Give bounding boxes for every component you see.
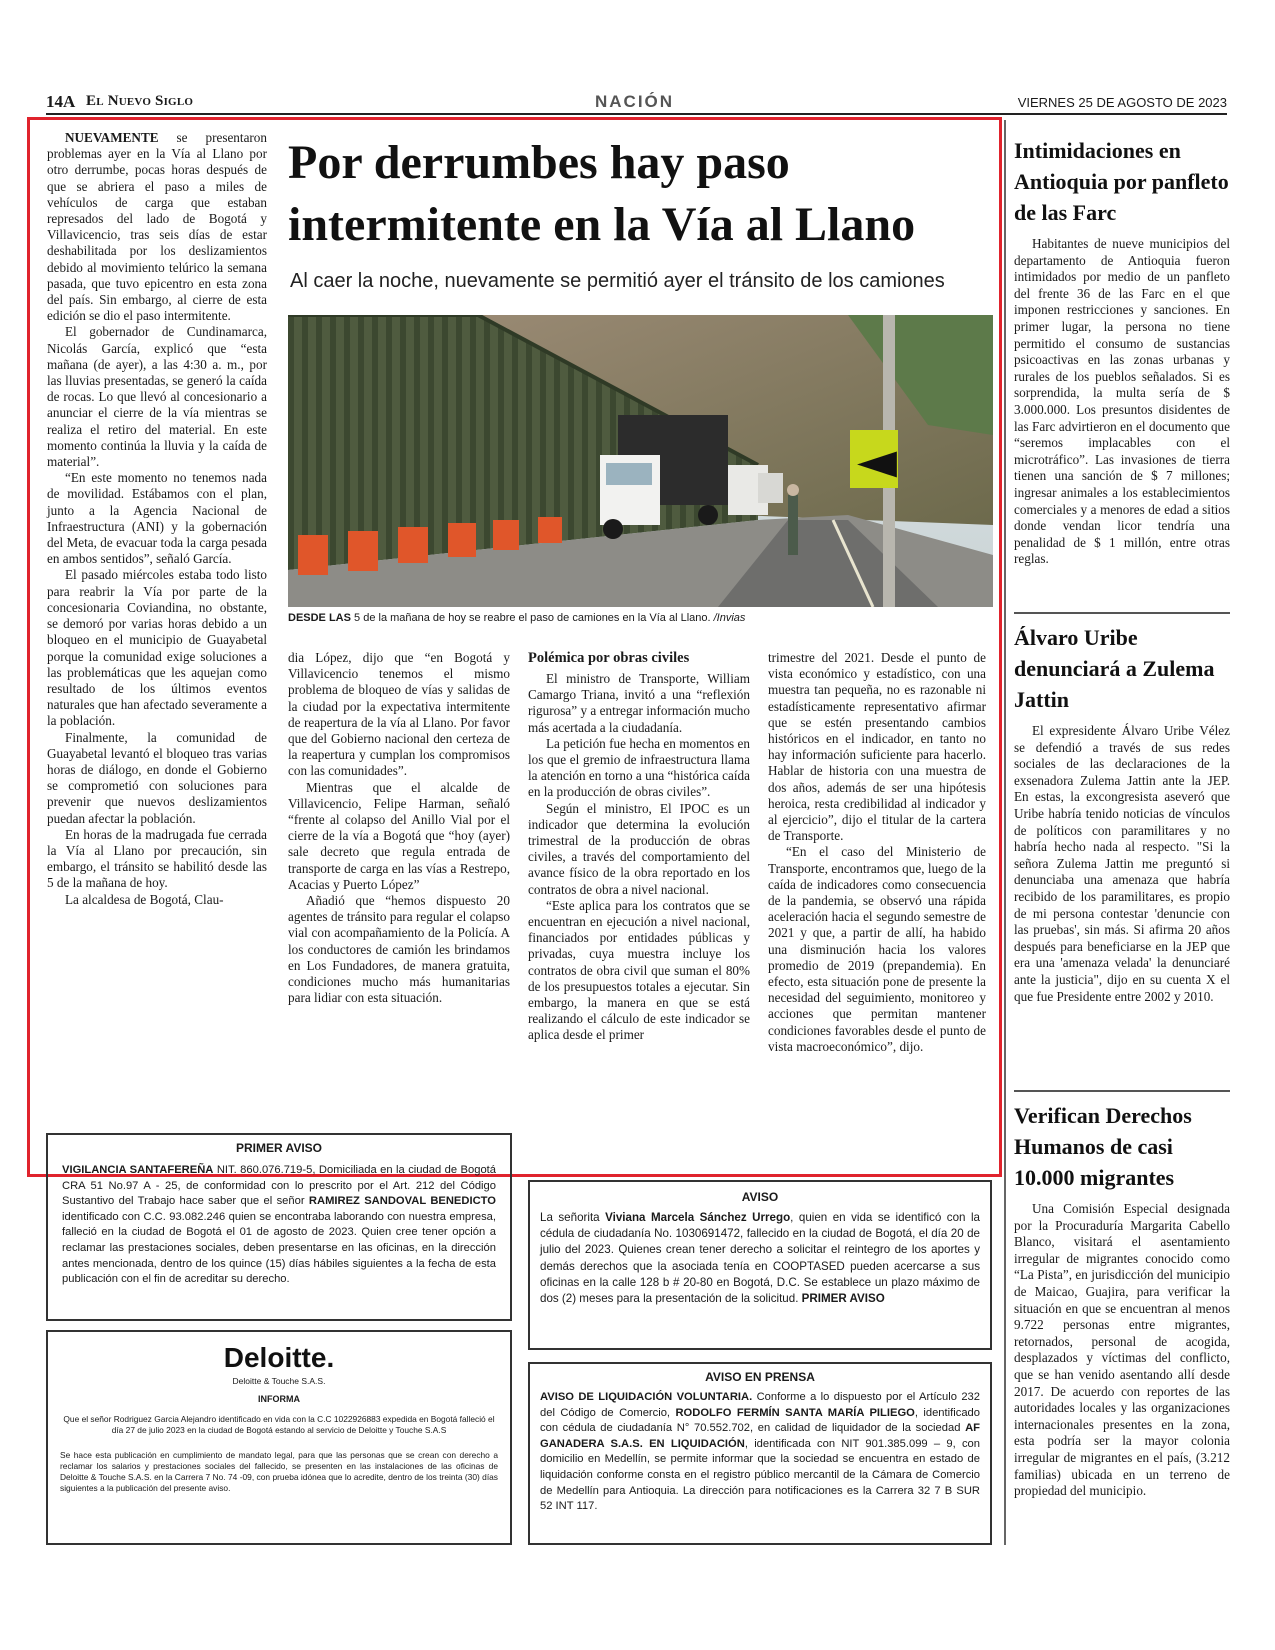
ad-company: AF GANADERA S.A.S. EN LIQUIDACIÓN xyxy=(540,1422,980,1450)
ad-name: RODOLFO FERMÍN SANTA MARÍA PILIEGO xyxy=(675,1406,915,1419)
ad-aviso xyxy=(528,1180,992,1350)
ad-deloitte xyxy=(46,1330,512,1545)
newspaper-name: El Nuevo Siglo xyxy=(86,93,194,109)
article-subtitle: Al caer la noche, nuevamente se permitió ayer el tránsito de los camiones xyxy=(290,270,945,292)
ad-text: Conforme a lo dispuesto por el Artículo 232 del Código de Comercio, xyxy=(540,1391,980,1419)
paragraph: trimestre del 2021. Desde el punto de vista económico y estadístico, con una muestra tan pequeña, no es razonable ni estadísticamente representativo afirmar que se estén presentando cambios históricos en el indicador, en tanto no hay información suficiente para hacerlo. Hablar de historia con una muestra de dos años, además de ser una hipótesis heroica, resta credibilidad al indicador y al ejercicio”, dijo el titular de la cartera de Transporte. xyxy=(768,650,986,844)
sidebar-separator xyxy=(1014,612,1230,614)
ad-name: Viviana Marcela Sánchez Urrego xyxy=(605,1211,791,1224)
sidebar-article-3 xyxy=(1014,1100,1230,1500)
sidebar-article-2 xyxy=(1014,622,1230,1005)
deloitte-informa: INFORMA xyxy=(258,1394,300,1404)
header-rule xyxy=(46,113,1227,115)
issue-date: VIERNES 25 DE AGOSTO DE 2023 xyxy=(1017,95,1227,110)
ad-text: Que el señor Rodriguez Garcia Alejandro identificado en vida con la C.C 1022926883 expedida en Bogotá falleció el día 27 de julio 2023 en la ciudad de Bogotá estando al servicio de Deloitte y Touche S.A.S xyxy=(63,1414,495,1435)
article-headline: Por derrumbes hay paso intermitente en la Vía al Llano xyxy=(288,136,916,251)
curve-sign-icon: ◄ xyxy=(857,431,897,491)
sidebar-paragraph: El expresidente Álvaro Uribe Vélez se defendió a través de sus redes sociales de las declaraciones de la exsenadora Zulema Jattin ante la JEP. En estas, la excongresista aseveró que Uribe habría tenido noticias de vínculos de políticos con paramilitares y no habría hecho nada al respecto. "Si la señora Zulema Jattin me preguntó si denunciaba una amenaza que habría recibido de los paramilitares, es propio de mi persona contestar 'denuncie con las pruebas', sin más. Si afirma 20 años después para beneficiarse en la JEP que era una 'amenaza velada' la denunciaré ante la justicia", dijo en su cuenta X el que fue Presidente entre 2002 y 2010. xyxy=(1014,723,1230,1004)
ad-heading: AVISO xyxy=(741,1190,779,1204)
caption-lead: DESDE LAS xyxy=(288,612,351,624)
paragraph: Añadió que “hemos dispuesto 20 agentes de tránsito para regular el colapso vial con acompañamiento de la Policía. A los conductores de camión les brindamos en Los Fundadores, de manera gratuita, condiciones mucho más humanitarias para lidiar con esta situación. xyxy=(288,893,510,1006)
ad-primer-aviso xyxy=(46,1133,512,1321)
paragraph: se presentaron problemas ayer en la Vía al Llano por otro derrumbe, pocas horas después de que se abriera el paso a miles de vehículos de carga que estaban represados del lado de Bogotá y Villavicencio, tras seis días de estar deshabilitada por los deslizamientos debido al movimiento telúrico la semana pasada, que tuvo epicentro en esta zona del país. Sin embargo, al cierre de esta edición se dio el paso intermitente. xyxy=(47,130,267,324)
ad-heading: PRIMER AVISO xyxy=(235,1141,322,1155)
paragraph: dia López, dijo que “en Bogotá y Villavicencio tenemos el mismo problema de bloqueo de vías y salidas de la ciudad por la expectativa intermitente de reapertura de la vía al Llano. Por favor que del Gobierno nacional den certeza de la reapertura y cumplan los compromisos con las comunidades”. xyxy=(288,650,510,779)
sidebar-headline: Álvaro Uribe denunciará a Zulema Jattin xyxy=(1014,625,1215,712)
ad-text: , quien en vida se identificó con la cédula de ciudadanía No. 1030691472, fallecido en la ciudad de Bogotá, el día 20 de julio del 2023. Quienes crean tener derecho a solicitar el reintegro de los aportes y demás derechos que la asociada tenía en COOPTASED pueden acercarse a sus oficinas en la calle 128 b # 20-80 en Bogotá, D.C. Se establece un plazo máximo de dos (2) meses para la presentación de la solicitud. xyxy=(540,1211,980,1306)
paragraph: El ministro de Transporte, William Camargo Triana, invitó a una “reflexión rigurosa” y a entregar información mucho más acertada a la ciudadanía. xyxy=(528,671,750,735)
deloitte-logo: Deloitte. xyxy=(223,1342,335,1373)
paragraph: “Este aplica para los contratos que se encuentran en ejecución a nivel nacional, financiados por entidades públicas y privadas, cuya muestra incluye los contratos de obra civil que suman el 80% de los presupuestos totales a ejecutar. Sin embargo, la manera en que se está realizando el cálculo de este indicador se aplica desde el primer xyxy=(528,897,750,1043)
ad-heading: AVISO EN PRENSA xyxy=(705,1370,815,1384)
ad-tail: PRIMER AVISO xyxy=(801,1292,885,1306)
section-title: NACIÓN xyxy=(595,92,675,111)
sidebar-headline: Verifican Derechos Humanos de casi 10.000 migrantes xyxy=(1014,1103,1192,1190)
sidebar-paragraph: Una Comisión Especial designada por la Procuraduría Margarita Cabello Blanco, visitará el asentamiento irregular de migrantes conocido como “La Pista”, en jurisdicción del municipio de Maicao, Guajira, para verificar la situación en que se encuentran al menos 9.722 personas entre migrantes, retornados, personal de acogida, desplazados y víctimas del conflicto, que se han venido asentando allí desde 2017. De acuerdo con reportes de las autoridades locales y las organizaciones internacionales presentes en la zona, esta podría ser la mayor colonia irregular de migrantes en el país, (3.212 familias) ubicada en un terreno de propiedad del municipio. xyxy=(1014,1201,1230,1499)
sidebar-paragraph: Habitantes de nueve municipios del departamento de Antioquia fueron intimidados por medio de un panfleto del frente 36 de las Farc en el que imponen restricciones y sanciones. En primer lugar, la persona no tiene permitido el consumo de sustancias psicoactivas en las zonas urbanas y rurales de los pueblos señalados. Si es sorprendida, la multa sería de $ 3.000.000. Los presuntos disidentes de las Farc advirtieron en el documento que “seremos implacables con el microtráfico”. Las invasiones de tierra tienen una sanción de $ 7 millones; ingresar animales a los establecimientos comerciales y a menores de edad a sitios donde vendan licor tendría una penalidad de $ 1 millón, entre otras reglas. xyxy=(1014,236,1230,567)
paragraph: Finalmente, la comunidad de Guayabetal levantó el bloqueo tras varias horas de diálogo, en donde el Gobierno se comprometió con soluciones para prevenir que nuevos deslizamientos puedan afectar la población. xyxy=(47,729,267,826)
ad-aviso-prensa xyxy=(528,1362,992,1545)
photo-credit: /Invias xyxy=(713,612,746,624)
ad-text: identificado con C.C. 93.082.246 quien se encontraba laborando con nuestra empresa, falleció en la ciudad de Bogotá el 01 de agosto de 2023. Quien cree tener opción a reclamar las prestaciones sociales, deben presentarse en las oficinas, en la dirección antes mencionada, dentro de los quince (15) días hábiles siguientes a la fecha de esta publicación con el fin de acreditar su derecho. xyxy=(62,1210,496,1286)
paragraph: La alcaldesa de Bogotá, Clau- xyxy=(65,891,224,907)
ad-name: RAMIREZ SANDOVAL BENEDICTO xyxy=(308,1195,496,1208)
page-number: 14A xyxy=(46,92,76,111)
ad-text: La señorita xyxy=(540,1211,606,1224)
deloitte-company: Deloitte & Touche S.A.S. xyxy=(232,1376,326,1386)
paragraph: “En este momento no tenemos nada de movilidad. Estábamos con el plan, junto a la Agencia Nacional de Infraestructura (ANI) y la gobernación del Meta, de evacuar toda la carga pesada en ambos sentidos”, señaló García. xyxy=(47,470,267,567)
paragraph: En horas de la madrugada fue cerrada la Vía al Llano por precaución, sin embargo, el tránsito se habilitó desde las 5 de la mañana de hoy. xyxy=(47,826,267,891)
paragraph: El pasado miércoles estaba todo listo para reabrir la Vía por parte de la concesionaria Coviandina, no obstante, se demoró por varias horas debido a un bloqueo en el municipio de Guayabetal porque la comunidad exige soluciones a las problemáticas que les aquejan como resultado de los últimos eventos naturales que han afectado severamente a la población. xyxy=(47,567,267,729)
section-subhead: Polémica por obras civiles xyxy=(528,650,690,666)
ad-company: VIGILANCIA SANTAFEREÑA xyxy=(62,1164,214,1176)
highlight-frame xyxy=(27,117,1002,1177)
sidebar-separator xyxy=(1014,1090,1230,1092)
column-divider xyxy=(1004,120,1006,1545)
ad-text: , identificado con cédula de ciudadanía N° 70.552.702, en calidad de liquidador de la sociedad xyxy=(540,1406,980,1435)
caption-text: 5 de la mañana de hoy se reabre el paso de camiones en la Vía al Llano. xyxy=(354,612,711,624)
sidebar-headline: Intimidaciones en Antioquia por panfleto de las Farc xyxy=(1014,138,1229,225)
lead-word: NUEVAMENTE xyxy=(65,130,159,145)
paragraph: Según el ministro, El IPOC es un indicador que determina la evolución trimestral de la producción de obras civiles, a través del comportamiento del avance físico de la obra reportado en los contratos de obra a nivel nacional. xyxy=(528,800,750,897)
paragraph: La petición fue hecha en momentos en los que el gremio de infraestructura llama la atención en torno a una “histórica caída en la producción de obras civiles”. xyxy=(528,735,750,800)
ad-text: Se hace esta publicación en cumplimiento de mandato legal, para que las personas que se crean con derecho a reclamar los salarios y prestaciones sociales del fallecido, se presenten en las instalaciones de las oficinas de Deloitte & Touche S.A.S. en la Carrera 7 No. 74 -09, con prueba idónea que lo acredite, dentro de los treinta (30) días siguientes a la publicación del presente aviso. xyxy=(60,1450,498,1493)
ad-text: NIT. 860.076.719-5, Domiciliada en la ciudad de Bogotá CRA 51 No.97 A - 25, de conformidad con lo prescrito por el Art. 212 del Código Sustantivo del Trabajo hace saber que el señor xyxy=(62,1164,496,1208)
ad-lead: AVISO DE LIQUIDACIÓN VOLUNTARIA. xyxy=(540,1391,753,1403)
ad-text: , identificada con NIT 901.385.099 – 9, con domicilio en Medellín, se permite informar que la sociedad se encuentra en estado de liquidación conforme consta en el registro público mercantil de la Cámara de Comercio de Medellín para Antioquia. La dirección para notificaciones es la Carrera 32 7 B SUR 52 INT 117. xyxy=(540,1437,980,1513)
paragraph: El gobernador de Cundinamarca, Nicolás García, explicó que “esta mañana (de ayer), a las 4:30 a. m., por las lluvias presentadas, se generó la caída de rocas. Lo que llevó al concesionario a anunciar el cierre de la vía mientras se realiza el retiro del material. En este momento continúa la lluvia y la caída de material”. xyxy=(47,324,267,470)
paragraph: “En el caso del Ministerio de Transporte, encontramos que, luego de la caída de indicadores como consecuencia de la pandemia, se observó una rápida aceleración hacia el segundo semestre de 2021 y que, a partir de allí, ha habido una disminución hacia los valores promedio de 2019 (prepandemia). En efecto, esta situación pone de presente la necesidad del seguimiento, monitoreo y acciones que permitan mantener condiciones favorables desde el punto de vista macroeconómico”, dijo. xyxy=(768,844,986,1054)
sidebar-article-1 xyxy=(1014,135,1230,568)
paragraph: Mientras que el alcalde de Villavicencio, Felipe Harman, señaló “frente al colapso del Anillo Vial por el cierre de la vía a Bogotá que “hoy (ayer) sale decreto que regula entrada de transporte de carga en las vías a Restrepo, Acacias y Puerto López” xyxy=(288,779,510,892)
